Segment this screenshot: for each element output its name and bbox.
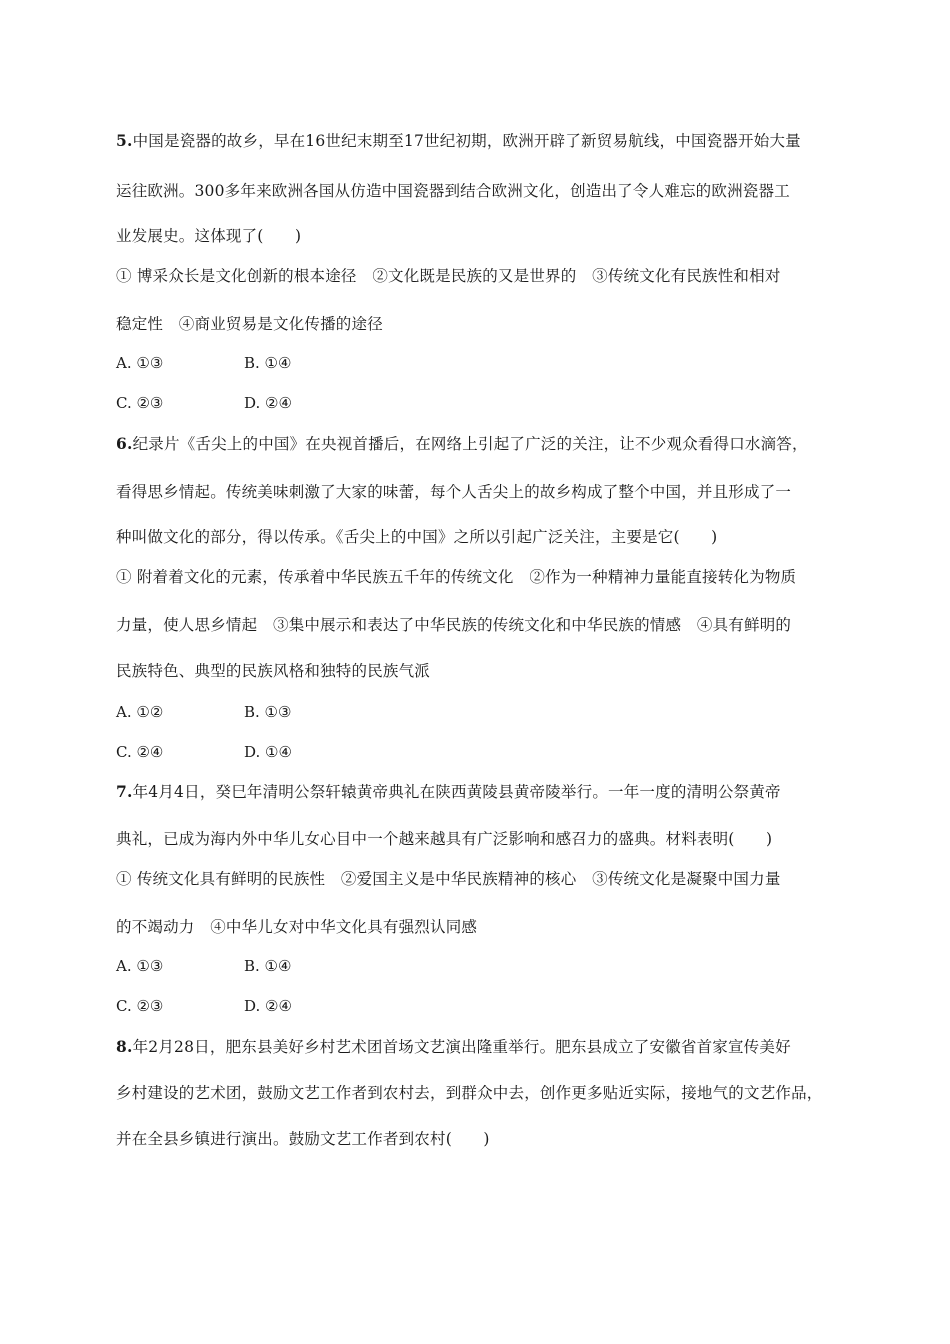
question-7-option-d: D. ②④: [244, 997, 292, 1015]
document-page: [116, 0, 836, 1344]
question-5-stem-2: 运往欧洲。300多年来欧洲各国从仿造中国瓷器到结合欧洲文化，创造出了令人难忘的欧洲瓷器工: [116, 182, 790, 200]
question-8-stem-1: 年2月28日，肥东县美好乡村艺术团首场文艺演出隆重举行。肥东县成立了安徽省首家宣传美好: [132, 1038, 791, 1056]
question-5-stem-3: 业发展史。这体现了( ): [116, 227, 302, 245]
question-6-statement-1: ① 附着着文化的元素，传承着中华民族五千年的传统文化 ②作为一种精神力量能直接转化为物质: [116, 568, 797, 586]
question-7-line-1: [116, 781, 781, 803]
question-8-stem-3: 并在全县乡镇进行演出。鼓励文艺工作者到农村( ): [116, 1130, 490, 1148]
question-5-number: 5.: [116, 131, 133, 150]
question-6-option-b: B. ①③: [244, 703, 292, 721]
question-5-option-d: D. ②④: [244, 394, 292, 412]
question-6-number: 6.: [116, 434, 133, 453]
question-6-stem-3: 种叫做文化的部分，得以传承。《舌尖上的中国》之所以引起广泛关注，主要是它( ): [116, 528, 718, 546]
question-6-statement-3: 民族特色、典型的民族风格和独特的民族气派: [116, 662, 431, 680]
question-6-stem-1: 纪录片《舌尖上的中国》在央视首播后，在网络上引起了广泛的关注，让不少观众看得口水滴答，: [132, 435, 808, 453]
question-7-stem-1: 年4月4日，癸巳年清明公祭轩辕黄帝典礼在陕西黄陵县黄帝陵举行。一年一度的清明公祭黄帝: [132, 783, 781, 801]
question-6-line-1: [116, 433, 808, 455]
question-7-option-b: B. ①④: [244, 957, 292, 975]
question-6-option-a: A. ①②: [116, 703, 164, 721]
question-6-stem-2: 看得思乡情起。传统美味刺激了大家的味蕾，每个人舌尖上的故乡构成了整个中国，并且形成了一: [116, 483, 792, 501]
question-5-option-a: A. ①③: [116, 354, 164, 372]
question-7-option-c: C. ②③: [116, 997, 164, 1015]
question-7-number: 7.: [116, 782, 133, 801]
question-6-statement-2: 力量，使人思乡情起 ③集中展示和表达了中华民族的传统文化和中华民族的情感 ④具有鲜明的: [116, 616, 792, 634]
question-8-stem-2: 乡村建设的艺术团，鼓励文艺工作者到农村去，到群众中去，创作更多贴近实际，接地气的文艺作品，: [116, 1084, 823, 1102]
question-5-option-b: B. ①④: [244, 354, 292, 372]
question-5-statement-2: 稳定性 ④商业贸易是文化传播的途径: [116, 315, 383, 333]
question-5-option-c: C. ②③: [116, 394, 164, 412]
question-7-option-a: A. ①③: [116, 957, 164, 975]
question-8-number: 8.: [116, 1037, 133, 1056]
question-5-line-1: [116, 130, 801, 152]
question-7-statement-2: 的不竭动力 ④中华儿女对中华文化具有强烈认同感: [116, 918, 478, 936]
question-7-stem-2: 典礼，已成为海内外中华儿女心目中一个越来越具有广泛影响和感召力的盛典。材料表明( ): [116, 830, 773, 848]
question-7-statement-1: ① 传统文化具有鲜明的民族性 ②爱国主义是中华民族精神的核心 ③传统文化是凝聚中国力量: [116, 870, 781, 888]
question-8-line-1: [116, 1036, 791, 1058]
question-5-stem-1: 中国是瓷器的故乡，早在16世纪末期至17世纪初期，欧洲开辟了新贸易航线，中国瓷器开始大量: [132, 132, 801, 150]
question-5-statement-1: ① 博采众长是文化创新的根本途径 ②文化既是民族的又是世界的 ③传统文化有民族性和相对: [116, 267, 781, 285]
question-6-option-c: C. ②④: [116, 743, 164, 761]
question-6-option-d: D. ①④: [244, 743, 292, 761]
